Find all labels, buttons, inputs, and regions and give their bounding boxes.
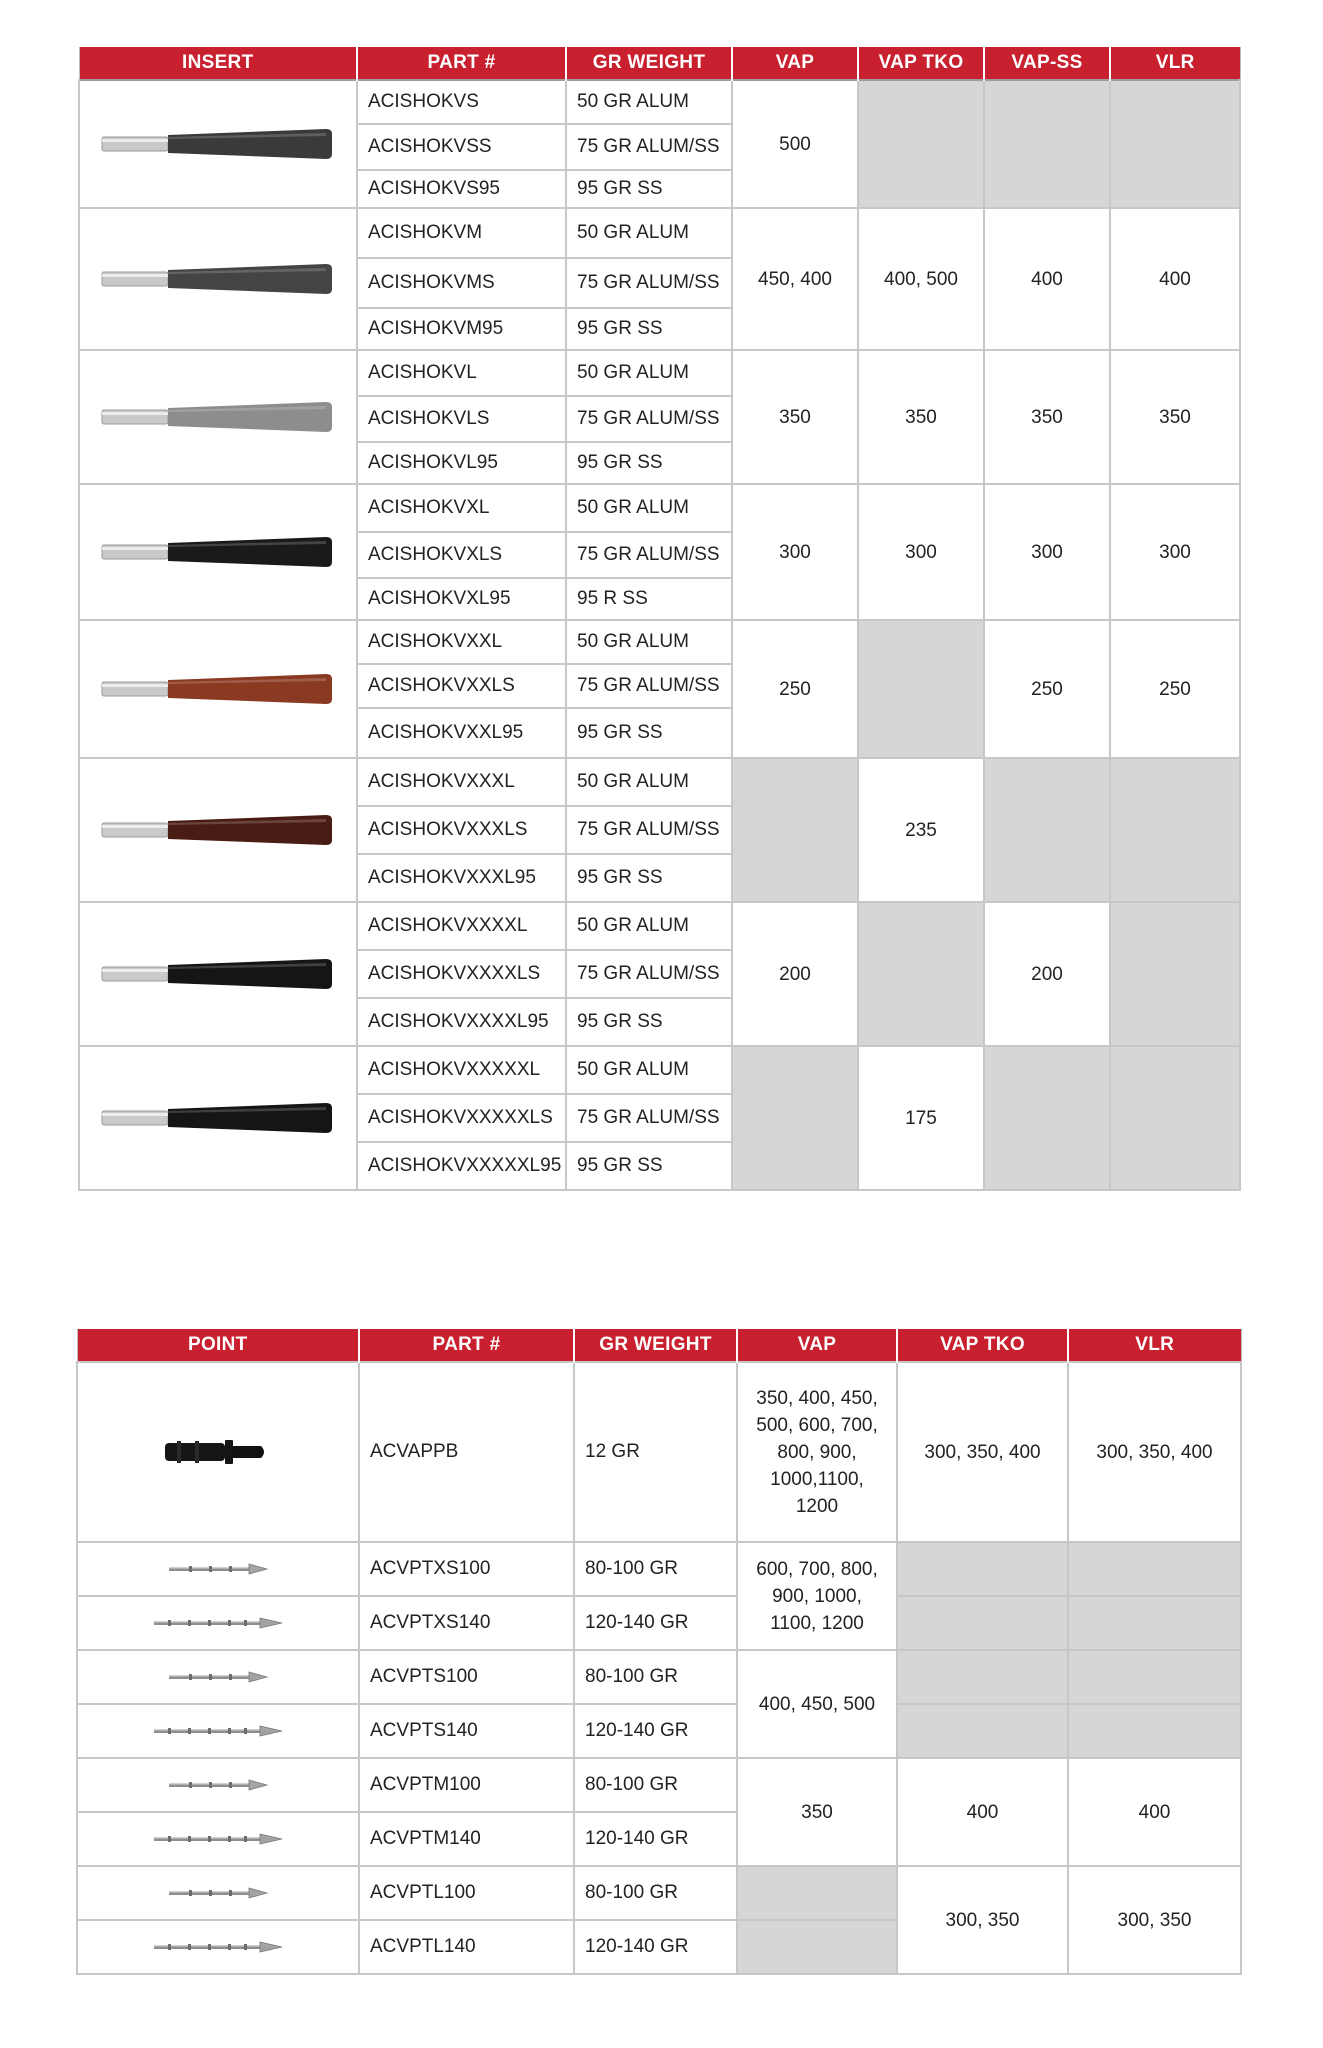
gr-weight: 12 GR xyxy=(574,1362,737,1542)
gr-weight: 120-140 GR xyxy=(574,1596,737,1650)
part-number: ACVPTXS100 xyxy=(359,1542,574,1596)
field-point-icon xyxy=(148,1723,288,1739)
pin-point-icon xyxy=(163,1437,273,1467)
insert-image-cell xyxy=(79,208,357,350)
header-point: POINT xyxy=(77,1329,359,1362)
part-number: ACVPTXS140 xyxy=(359,1596,574,1650)
vap-cell: 450, 400 xyxy=(732,208,858,350)
field-point-image-cell xyxy=(77,1920,359,1974)
vap-tko-cell: 350 xyxy=(858,350,984,484)
empty-cell xyxy=(984,80,1110,208)
gr-weight: 50 GR ALUM xyxy=(566,758,732,806)
table-row xyxy=(79,350,1240,396)
empty-cell xyxy=(732,758,858,902)
insert-copper-icon xyxy=(98,669,338,709)
vap-cell: 400, 450, 500 xyxy=(737,1650,897,1758)
part-number: ACISHOKVXXXL xyxy=(357,758,566,806)
table-row xyxy=(77,1362,1241,1542)
table-row xyxy=(79,208,1240,258)
part-number: ACISHOKVL95 xyxy=(357,442,566,484)
empty-cell xyxy=(1110,1046,1240,1190)
field-point-image-cell xyxy=(77,1650,359,1704)
part-number: ACISHOKVMS xyxy=(357,258,566,308)
header-vlr: VLR xyxy=(1068,1329,1241,1362)
table-row xyxy=(79,620,1240,664)
gr-weight: 120-140 GR xyxy=(574,1920,737,1974)
field-point-icon xyxy=(148,1831,288,1847)
part-number: ACISHOKVXXXXL xyxy=(357,902,566,950)
insert-table xyxy=(78,47,1241,1191)
gr-weight: 75 GR ALUM/SS xyxy=(566,806,732,854)
header-insert: INSERT xyxy=(79,47,357,80)
part-number: ACISHOKVXXXXXL xyxy=(357,1046,566,1094)
empty-cell xyxy=(897,1650,1068,1704)
part-number: ACISHOKVXL xyxy=(357,484,566,532)
vap-cell: 500 xyxy=(732,80,858,208)
vap-ss-cell: 350 xyxy=(984,350,1110,484)
part-number: ACVPTM100 xyxy=(359,1758,574,1812)
table-row xyxy=(79,80,1240,124)
insert-dark-gray-icon xyxy=(98,124,338,164)
gr-weight: 95 R SS xyxy=(566,578,732,620)
vap-ss-cell: 250 xyxy=(984,620,1110,758)
empty-cell xyxy=(1068,1596,1241,1650)
gr-weight: 50 GR ALUM xyxy=(566,1046,732,1094)
table-row xyxy=(77,1866,1241,1920)
header-vap: VAP xyxy=(732,47,858,80)
table-row xyxy=(79,902,1240,950)
gr-weight: 120-140 GR xyxy=(574,1704,737,1758)
gr-weight: 80-100 GR xyxy=(574,1542,737,1596)
vlr-cell: 250 xyxy=(1110,620,1240,758)
vap-cell: 350 xyxy=(737,1758,897,1866)
point-table-header xyxy=(77,1329,1241,1362)
gr-weight: 95 GR SS xyxy=(566,1142,732,1190)
insert-image-cell xyxy=(79,902,357,1046)
part-number: ACVPTL140 xyxy=(359,1920,574,1974)
point-table xyxy=(76,1329,1242,1975)
gr-weight: 95 GR SS xyxy=(566,708,732,758)
vap-cell: 250 xyxy=(732,620,858,758)
empty-cell xyxy=(1068,1542,1241,1596)
gr-weight: 50 GR ALUM xyxy=(566,620,732,664)
gr-weight: 95 GR SS xyxy=(566,854,732,902)
field-point-icon xyxy=(163,1669,273,1685)
part-number: ACISHOKVXXXL95 xyxy=(357,854,566,902)
vap-tko-cell: 175 xyxy=(858,1046,984,1190)
field-point-image-cell xyxy=(77,1542,359,1596)
part-number: ACISHOKVXLS xyxy=(357,532,566,578)
part-number: ACISHOKVXXXXXLS xyxy=(357,1094,566,1142)
vlr-cell: 300 xyxy=(1110,484,1240,620)
gr-weight: 75 GR ALUM/SS xyxy=(566,664,732,708)
insert-black-icon xyxy=(98,1098,338,1138)
vap-cell: 200 xyxy=(732,902,858,1046)
insert-image-cell xyxy=(79,350,357,484)
insert-black-icon xyxy=(98,532,338,572)
part-number: ACISHOKVXXLS xyxy=(357,664,566,708)
insert-image-cell xyxy=(79,1046,357,1190)
vlr-cell: 350 xyxy=(1110,350,1240,484)
vap-value: 350, 400, 450, 500, 600, 700, 800, 900, 1000,1100, 1200 xyxy=(756,1387,878,1517)
gr-weight: 80-100 GR xyxy=(574,1758,737,1812)
empty-cell xyxy=(1068,1650,1241,1704)
gr-weight: 50 GR ALUM xyxy=(566,902,732,950)
header-vap-ss: VAP-SS xyxy=(984,47,1110,80)
vap-ss-cell: 300 xyxy=(984,484,1110,620)
insert-black-icon xyxy=(98,954,338,994)
part-number: ACISHOKVLS xyxy=(357,396,566,442)
part-number: ACVPTS100 xyxy=(359,1650,574,1704)
part-number: ACISHOKVXXL95 xyxy=(357,708,566,758)
field-point-image-cell xyxy=(77,1596,359,1650)
gr-weight: 50 GR ALUM xyxy=(566,208,732,258)
gr-weight: 50 GR ALUM xyxy=(566,484,732,532)
vap-cell xyxy=(737,1542,897,1650)
empty-cell xyxy=(732,1046,858,1190)
empty-cell xyxy=(858,620,984,758)
header-vlr: VLR xyxy=(1110,47,1240,80)
empty-cell xyxy=(897,1596,1068,1650)
gr-weight: 50 GR ALUM xyxy=(566,350,732,396)
part-number: ACISHOKVSS xyxy=(357,124,566,170)
field-point-icon xyxy=(148,1615,288,1631)
header-vap-tko: VAP TKO xyxy=(897,1329,1068,1362)
empty-cell xyxy=(1110,758,1240,902)
table-row xyxy=(79,758,1240,806)
part-number: ACISHOKVM95 xyxy=(357,308,566,350)
vap-tko-cell: 235 xyxy=(858,758,984,902)
vap-ss-cell: 400 xyxy=(984,208,1110,350)
vap-cell xyxy=(737,1362,897,1542)
part-number: ACISHOKVXXXXXL95 xyxy=(357,1142,566,1190)
vap-tko-cell: 400 xyxy=(897,1758,1068,1866)
part-number: ACISHOKVXXXLS xyxy=(357,806,566,854)
gr-weight: 75 GR ALUM/SS xyxy=(566,1094,732,1142)
empty-cell xyxy=(737,1866,897,1920)
field-point-icon xyxy=(163,1561,273,1577)
gr-weight: 75 GR ALUM/SS xyxy=(566,396,732,442)
insert-image-cell xyxy=(79,620,357,758)
part-number: ACISHOKVXL95 xyxy=(357,578,566,620)
table-row xyxy=(77,1758,1241,1812)
empty-cell xyxy=(897,1704,1068,1758)
part-number: ACISHOKVM xyxy=(357,208,566,258)
table-row xyxy=(77,1704,1241,1758)
field-point-image-cell xyxy=(77,1758,359,1812)
empty-cell xyxy=(1068,1704,1241,1758)
gr-weight: 80-100 GR xyxy=(574,1866,737,1920)
vap-value: 600, 700, 800, 900, 1000, 1100, 1200 xyxy=(756,1558,878,1634)
vap-tko-cell: 300 xyxy=(858,484,984,620)
header-gr-weight: GR WEIGHT xyxy=(566,47,732,80)
gr-weight: 75 GR ALUM/SS xyxy=(566,124,732,170)
header-part: PART # xyxy=(359,1329,574,1362)
gr-weight: 95 GR SS xyxy=(566,170,732,208)
insert-table-header xyxy=(79,47,1240,80)
empty-cell xyxy=(1110,80,1240,208)
vlr-cell: 400 xyxy=(1068,1758,1241,1866)
gr-weight: 75 GR ALUM/SS xyxy=(566,258,732,308)
empty-cell xyxy=(984,1046,1110,1190)
vap-cell: 300 xyxy=(732,484,858,620)
field-point-image-cell xyxy=(77,1812,359,1866)
insert-image-cell xyxy=(79,758,357,902)
table-row xyxy=(77,1650,1241,1704)
vap-tko-cell: 400, 500 xyxy=(858,208,984,350)
gr-weight: 50 GR ALUM xyxy=(566,80,732,124)
gr-weight: 95 GR SS xyxy=(566,442,732,484)
vap-tko-cell: 300, 350, 400 xyxy=(897,1362,1068,1542)
part-number: ACVAPPB xyxy=(359,1362,574,1542)
field-point-image-cell xyxy=(77,1866,359,1920)
field-point-icon xyxy=(148,1939,288,1955)
empty-cell xyxy=(858,80,984,208)
vap-ss-cell: 200 xyxy=(984,902,1110,1046)
part-number: ACVPTM140 xyxy=(359,1812,574,1866)
insert-image-cell xyxy=(79,80,357,208)
empty-cell xyxy=(1110,902,1240,1046)
vap-cell: 350 xyxy=(732,350,858,484)
vlr-cell: 400 xyxy=(1110,208,1240,350)
field-point-image-cell xyxy=(77,1704,359,1758)
gr-weight: 80-100 GR xyxy=(574,1650,737,1704)
table-row xyxy=(79,484,1240,532)
header-vap-tko: VAP TKO xyxy=(858,47,984,80)
gr-weight: 95 GR SS xyxy=(566,998,732,1046)
empty-cell xyxy=(897,1542,1068,1596)
part-number: ACISHOKVXXL xyxy=(357,620,566,664)
empty-cell xyxy=(737,1920,897,1974)
gr-weight: 95 GR SS xyxy=(566,308,732,350)
insert-image-cell xyxy=(79,484,357,620)
gr-weight: 120-140 GR xyxy=(574,1812,737,1866)
insert-dark-gray-icon xyxy=(98,259,338,299)
vap-tko-cell: 300, 350 xyxy=(897,1866,1068,1974)
vlr-cell: 300, 350, 400 xyxy=(1068,1362,1241,1542)
part-number: ACISHOKVS xyxy=(357,80,566,124)
table-row xyxy=(79,1046,1240,1094)
insert-brown-icon xyxy=(98,810,338,850)
gr-weight: 75 GR ALUM/SS xyxy=(566,950,732,998)
pin-point-image-cell xyxy=(77,1362,359,1542)
part-number: ACISHOKVL xyxy=(357,350,566,396)
header-vap: VAP xyxy=(737,1329,897,1362)
header-gr-weight: GR WEIGHT xyxy=(574,1329,737,1362)
field-point-icon xyxy=(163,1885,273,1901)
gr-weight: 75 GR ALUM/SS xyxy=(566,532,732,578)
part-number: ACVPTS140 xyxy=(359,1704,574,1758)
table-row xyxy=(77,1596,1241,1650)
header-part: PART # xyxy=(357,47,566,80)
vlr-cell: 300, 350 xyxy=(1068,1866,1241,1974)
field-point-icon xyxy=(163,1777,273,1793)
table-row xyxy=(77,1542,1241,1596)
part-number: ACISHOKVXXXXLS xyxy=(357,950,566,998)
empty-cell xyxy=(984,758,1110,902)
part-number: ACISHOKVXXXXL95 xyxy=(357,998,566,1046)
empty-cell xyxy=(858,902,984,1046)
insert-light-gray-icon xyxy=(98,397,338,437)
part-number: ACISHOKVS95 xyxy=(357,170,566,208)
part-number: ACVPTL100 xyxy=(359,1866,574,1920)
